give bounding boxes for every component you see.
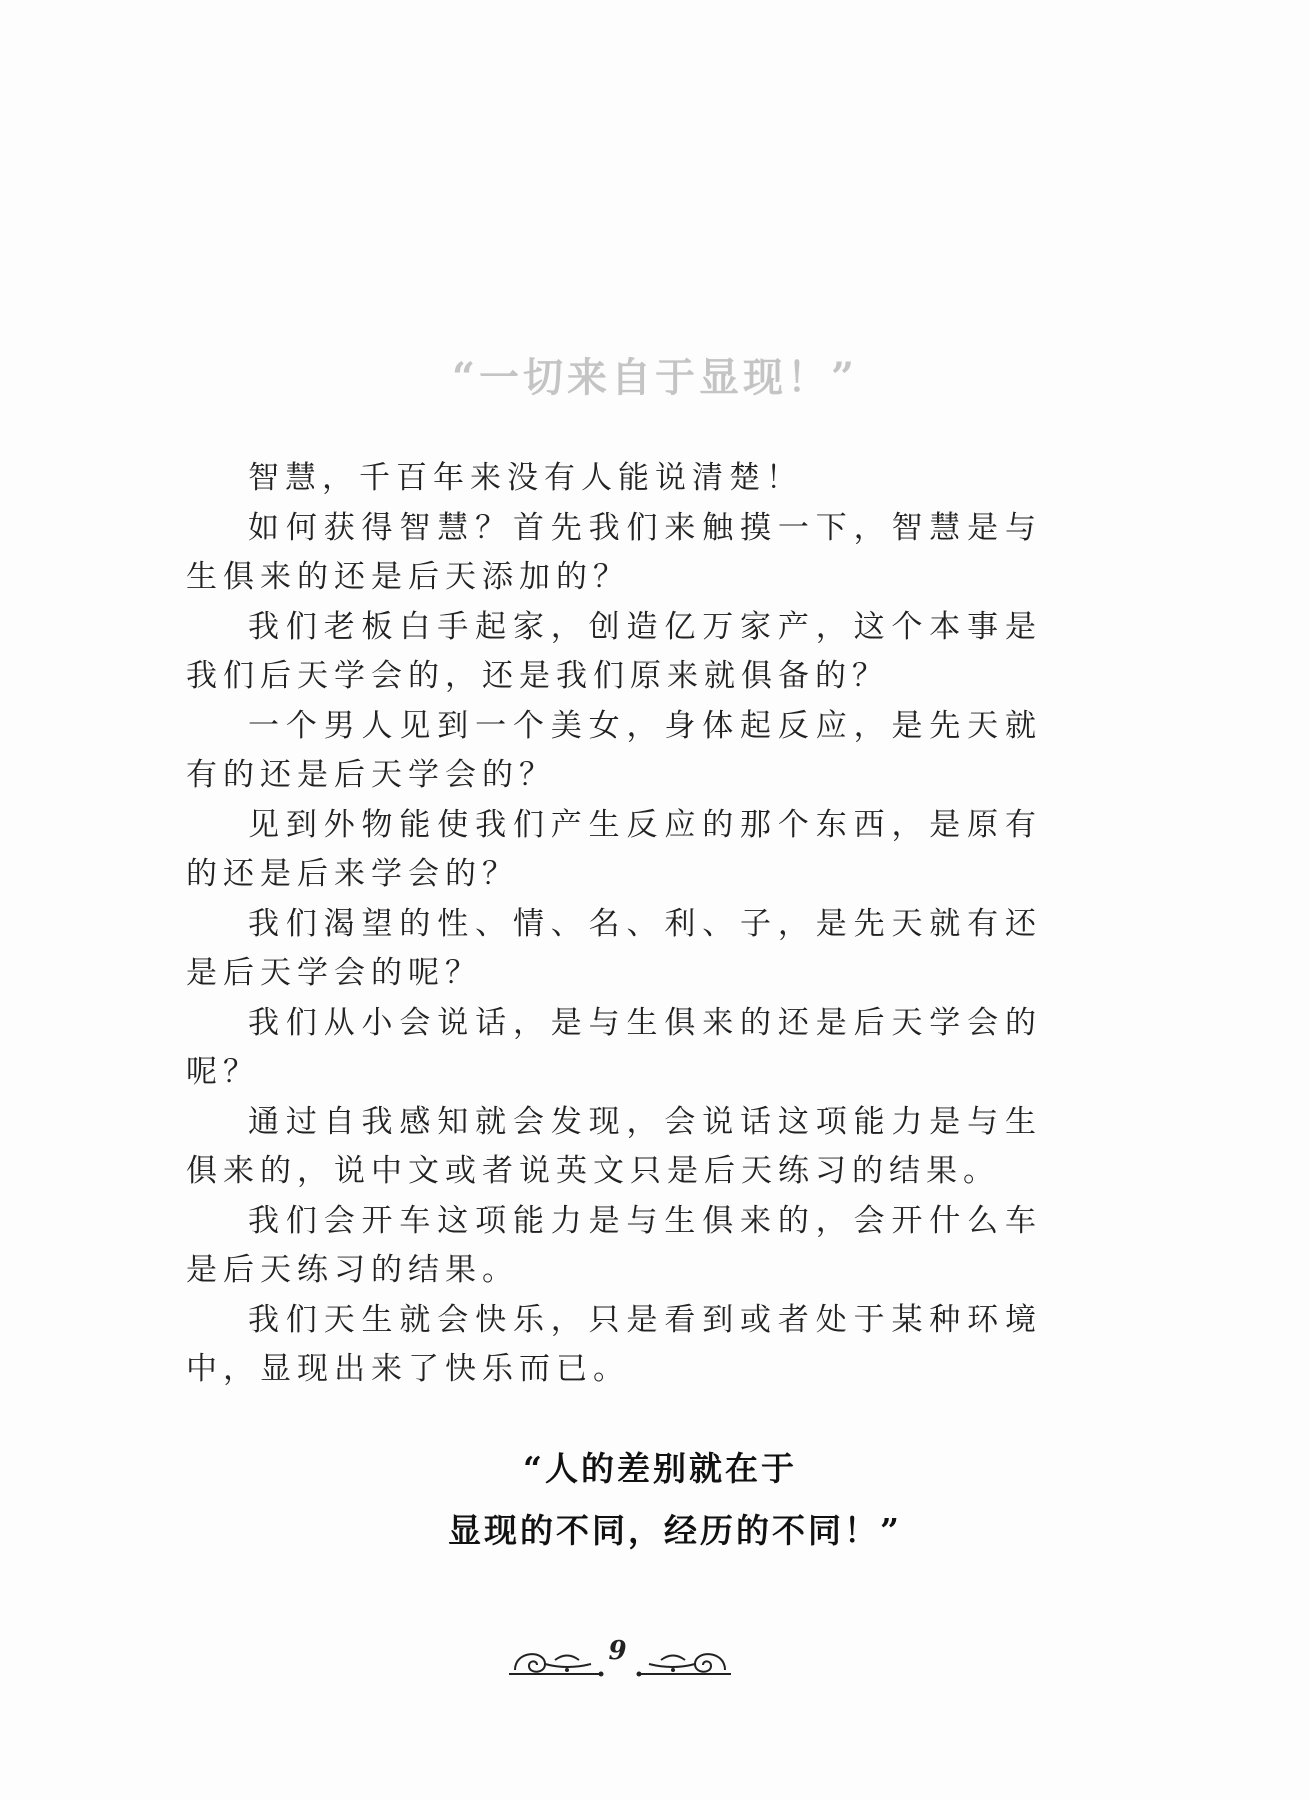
highlight-line-1: “人的差别就在于 [523, 1449, 797, 1488]
section-title: “一切来自于显现！” [451, 354, 858, 401]
highlight-line-2: 显现的不同，经历的不同！” [448, 1511, 902, 1550]
paragraph: 如何获得智慧？首先我们来触摸一下，智慧是与生俱来的还是后天添加的？ [186, 509, 1042, 595]
paragraph: 我们天生就会快乐，只是看到或者处于某种环境中，显现出来了快乐而已。 [186, 1301, 1042, 1387]
paragraph: 我们会开车这项能力是与生俱来的，会开什么车是后天练习的结果。 [186, 1202, 1042, 1288]
paragraph: 我们从小会说话，是与生俱来的还是后天学会的呢？ [186, 1004, 1042, 1090]
paragraph: 智慧，千百年来没有人能说清楚！ [248, 460, 803, 496]
body-text [186, 454, 1042, 1395]
paragraph: 一个男人见到一个美女，身体起反应，是先天就有的还是后天学会的？ [186, 707, 1042, 793]
highlight-quote [0, 1438, 1310, 1562]
page-number: 9 [608, 1636, 627, 1666]
paragraph: 我们老板白手起家，创造亿万家产，这个本事是我们后天学会的，还是我们原来就俱备的？ [186, 608, 1042, 694]
paragraph: 通过自我感知就会发现，会说话这项能力是与生俱来的，说中文或者说英文只是后天练习的结果。 [186, 1103, 1042, 1189]
paragraph: 我们渴望的性、情、名、利、子，是先天就有还是后天学会的呢？ [186, 905, 1042, 991]
paragraph: 见到外物能使我们产生反应的那个东西，是原有的还是后来学会的？ [186, 806, 1042, 892]
